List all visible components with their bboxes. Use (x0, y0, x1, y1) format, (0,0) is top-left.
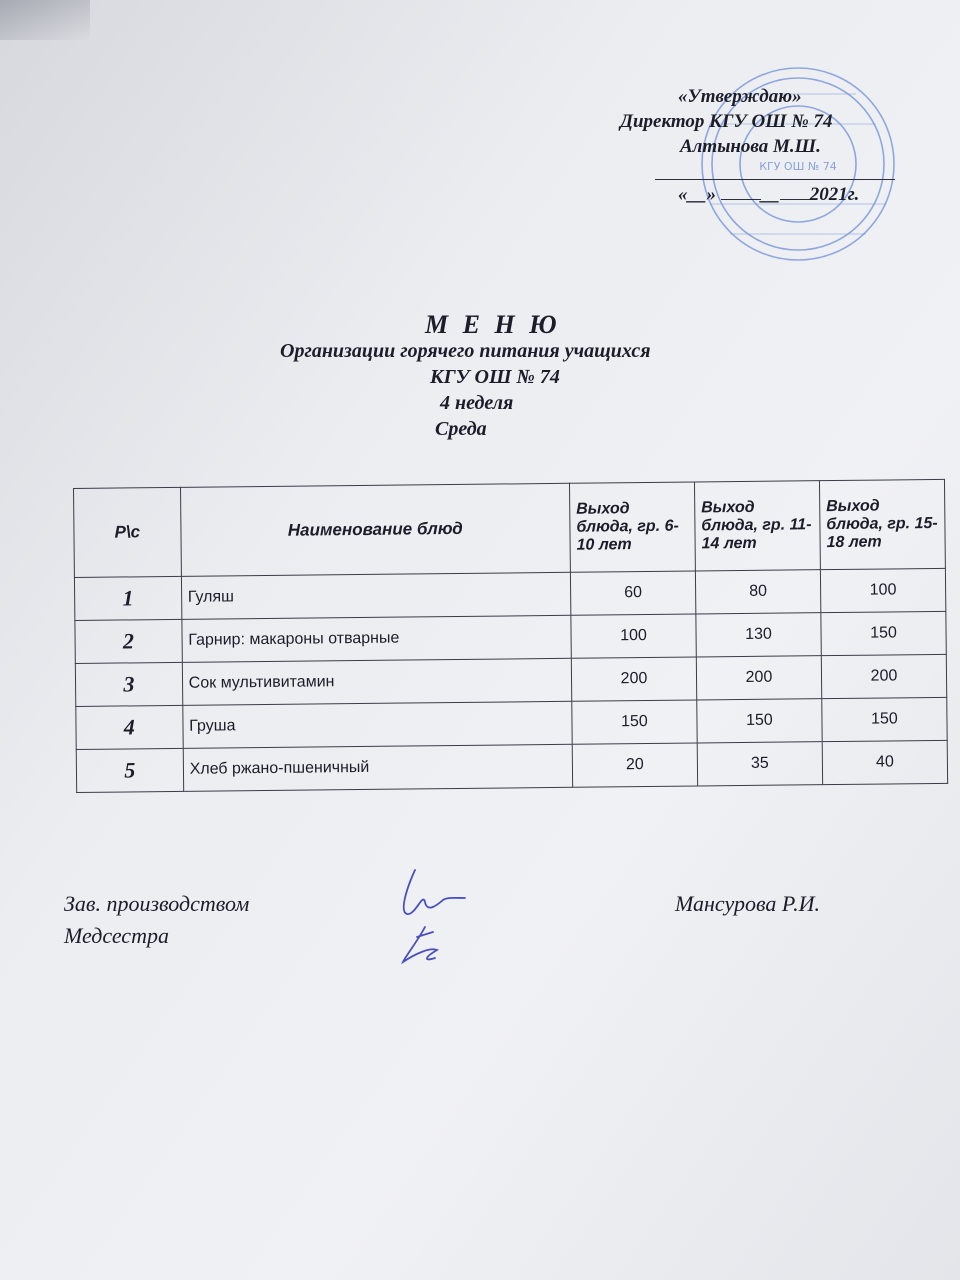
table-row (76, 740, 947, 792)
date-open-quote: « (678, 184, 688, 205)
row-dish-name: Гарнир: макароны отварные (182, 615, 572, 662)
row-dish-name: Груша (182, 701, 572, 748)
header-number: Р\с (74, 487, 182, 577)
date-month: __ (760, 184, 780, 205)
page-subtitle: Организации горячего питания учащихся (280, 340, 651, 362)
row-dish-name: Сок мультивитамин (182, 658, 572, 705)
row-number: 1 (74, 576, 181, 620)
header-dish-name: Наименование блюд (180, 483, 570, 576)
approval-date (678, 182, 915, 207)
approval-signature-line (655, 159, 895, 180)
footer-role-nurse: Медсестра (64, 923, 169, 948)
header-output-6-10: Выход блюда, гр. 6-10 лет (569, 482, 695, 572)
header-output-11-14: Выход блюда, гр. 11-14 лет (694, 481, 820, 571)
row-output-6-10: 200 (571, 657, 696, 701)
approval-line-director: Директор КГУ ОШ № 74 (620, 111, 833, 132)
row-output-15-18: 150 (821, 611, 946, 655)
title-block (260, 312, 780, 442)
week-label: 4 неделя (440, 392, 514, 414)
row-dish-name: Хлеб ржано-пшеничный (183, 744, 573, 791)
row-number: 2 (75, 619, 182, 663)
row-output-6-10: 150 (572, 700, 697, 744)
header-output-15-18: Выход блюда, гр. 15-18 лет (819, 479, 945, 569)
row-number: 5 (76, 748, 183, 792)
date-year: 2021г. (809, 184, 860, 205)
row-output-6-10: 20 (572, 743, 697, 787)
row-output-15-18: 40 (822, 740, 947, 784)
approval-block (615, 84, 915, 207)
row-output-6-10: 100 (571, 614, 696, 658)
row-output-15-18: 100 (820, 568, 945, 612)
row-number: 3 (75, 662, 182, 706)
footer-role-production: Зав. производством (64, 891, 250, 916)
approval-line-approve: «Утверждаю» (678, 86, 802, 107)
corner-shadow (0, 0, 90, 40)
row-output-11-14: 80 (695, 570, 820, 614)
date-close-quote: » (706, 184, 716, 205)
school-name: КГУ ОШ № 74 (430, 366, 560, 388)
approval-line-name: Алтынова М.Ш. (680, 136, 821, 157)
date-day: __ (687, 184, 707, 205)
row-output-6-10: 60 (570, 571, 695, 615)
footer-name-production: Мансурова Р.И. (675, 891, 821, 916)
day-label: Среда (435, 418, 487, 440)
row-output-15-18: 150 (822, 697, 947, 741)
menu-table (73, 479, 948, 793)
stamp-text: КГУ ОШ № 74 (759, 160, 837, 173)
table-header-row (74, 479, 946, 577)
row-dish-name: Гуляш (181, 572, 571, 619)
row-output-11-14: 200 (696, 656, 821, 700)
row-output-11-14: 150 (697, 699, 822, 743)
page-title: М Е Н Ю (425, 310, 561, 339)
row-output-15-18: 200 (821, 654, 946, 698)
row-output-11-14: 35 (697, 742, 822, 786)
row-number: 4 (76, 705, 183, 749)
footer-block (64, 888, 884, 952)
row-output-11-14: 130 (696, 613, 821, 657)
